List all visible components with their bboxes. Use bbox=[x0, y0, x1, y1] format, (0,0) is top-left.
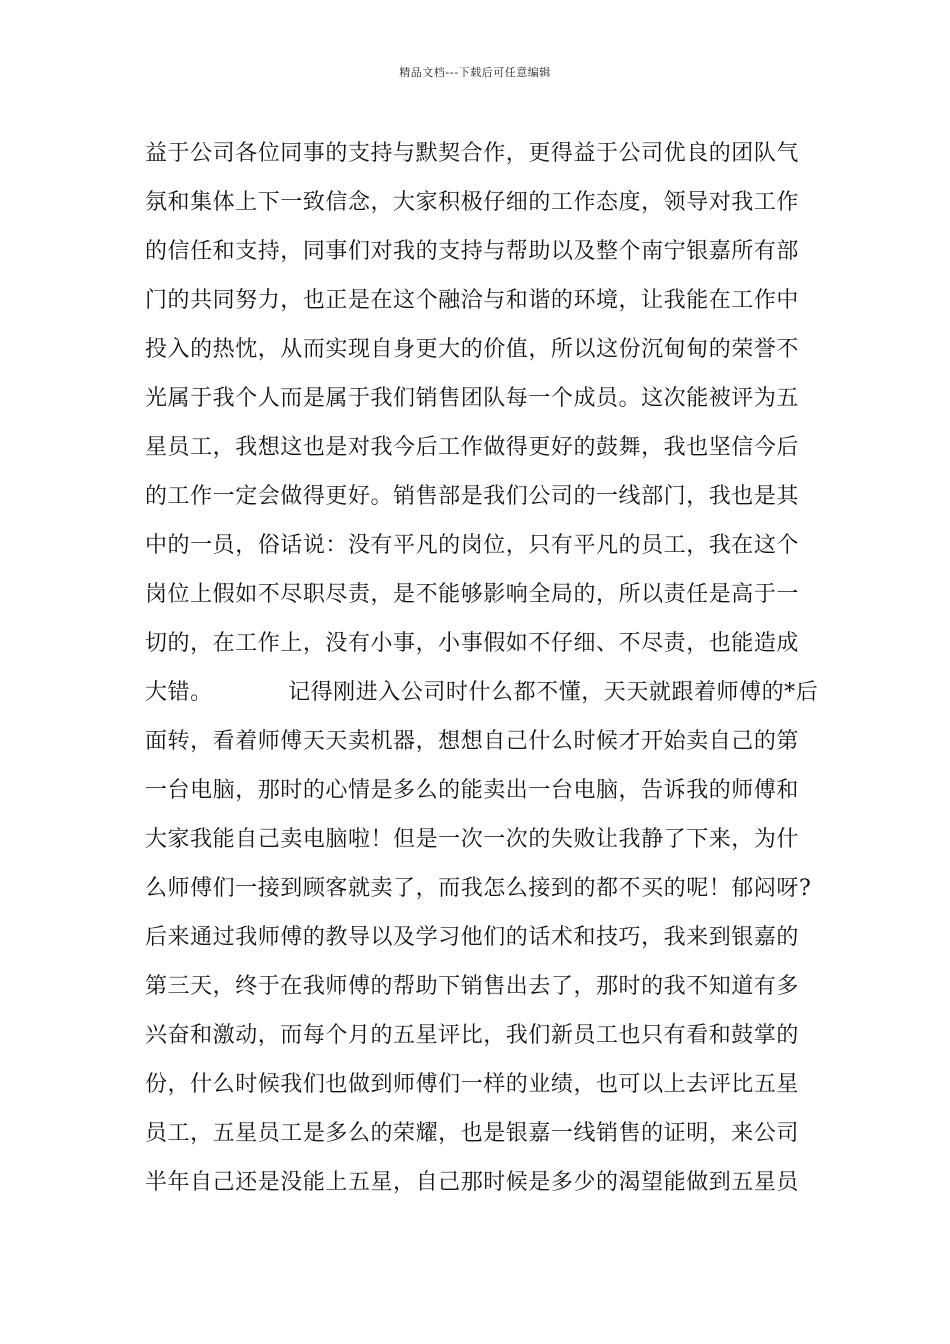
text-line: 岗位上假如不尽职尽责，是不能够影响全局的，所以责任是高于一 bbox=[145, 582, 799, 607]
text-line: 切的，在工作上，没有小事，小事假如不仔细、不尽责，也能造成 bbox=[145, 631, 799, 656]
text-line: 光属于我个人而是属于我们销售团队每一个成员。这次能被评为五 bbox=[145, 386, 799, 411]
text-line: 中的一员，俗话说：没有平凡的岗位，只有平凡的员工，我在这个 bbox=[145, 533, 799, 558]
text-line: 大家我能自己卖电脑啦！但是一次一次的失败让我静了下来，为什 bbox=[145, 827, 799, 852]
text-line: 后来通过我师傅的教导以及学习他们的话术和技巧，我来到银嘉的 bbox=[145, 925, 799, 950]
text-line: 门的共同努力，也正是在这个融洽与和谐的环境，让我能在工作中 bbox=[145, 288, 799, 313]
text-line: 半年自己还是没能上五星，自己那时候是多少的渴望能做到五星员 bbox=[145, 1170, 799, 1195]
text-line: 么师傅们一接到顾客就卖了，而我怎么接到的都不买的呢！郁闷呀? bbox=[145, 876, 812, 901]
text-line: 面转，看着师傅天天卖机器，想想自己什么时候才开始卖自己的第 bbox=[145, 729, 799, 754]
text-line: 一台电脑，那时的心情是多么的能卖出一台电脑，告诉我的师傅和 bbox=[145, 778, 799, 803]
page-header: 精品文档---下载后可任意编辑 bbox=[399, 66, 551, 79]
body-text bbox=[145, 129, 819, 1207]
text-line: 氛和集体上下一致信念，大家积极仔细的工作态度，领导对我工作 bbox=[145, 190, 799, 215]
text-line: 星员工，我想这也是对我今后工作做得更好的鼓舞，我也坚信今后 bbox=[145, 435, 799, 460]
text-line: 份，什么时候我们也做到师傅们一样的业绩，也可以上去评比五星 bbox=[145, 1072, 799, 1097]
text-line: 大错。 记得刚进入公司时什么都不懂，天天就跟着师傅的*后 bbox=[145, 680, 819, 705]
text-line: 员工，五星员工是多么的荣耀，也是银嘉一线销售的证明，来公司 bbox=[145, 1121, 799, 1146]
text-line: 投入的热忱，从而实现自身更大的价值，所以这份沉甸甸的荣誉不 bbox=[145, 337, 799, 362]
text-line: 的信任和支持，同事们对我的支持与帮助以及整个南宁银嘉所有部 bbox=[145, 239, 799, 264]
text-line: 的工作一定会做得更好。销售部是我们公司的一线部门，我也是其 bbox=[145, 484, 799, 509]
text-line: 益于公司各位同事的支持与默契合作，更得益于公司优良的团队气 bbox=[145, 141, 799, 166]
text-line: 兴奋和激动，而每个月的五星评比，我们新员工也只有看和鼓掌的 bbox=[145, 1023, 799, 1048]
text-line: 第三天，终于在我师傅的帮助下销售出去了，那时的我不知道有多 bbox=[145, 974, 799, 999]
